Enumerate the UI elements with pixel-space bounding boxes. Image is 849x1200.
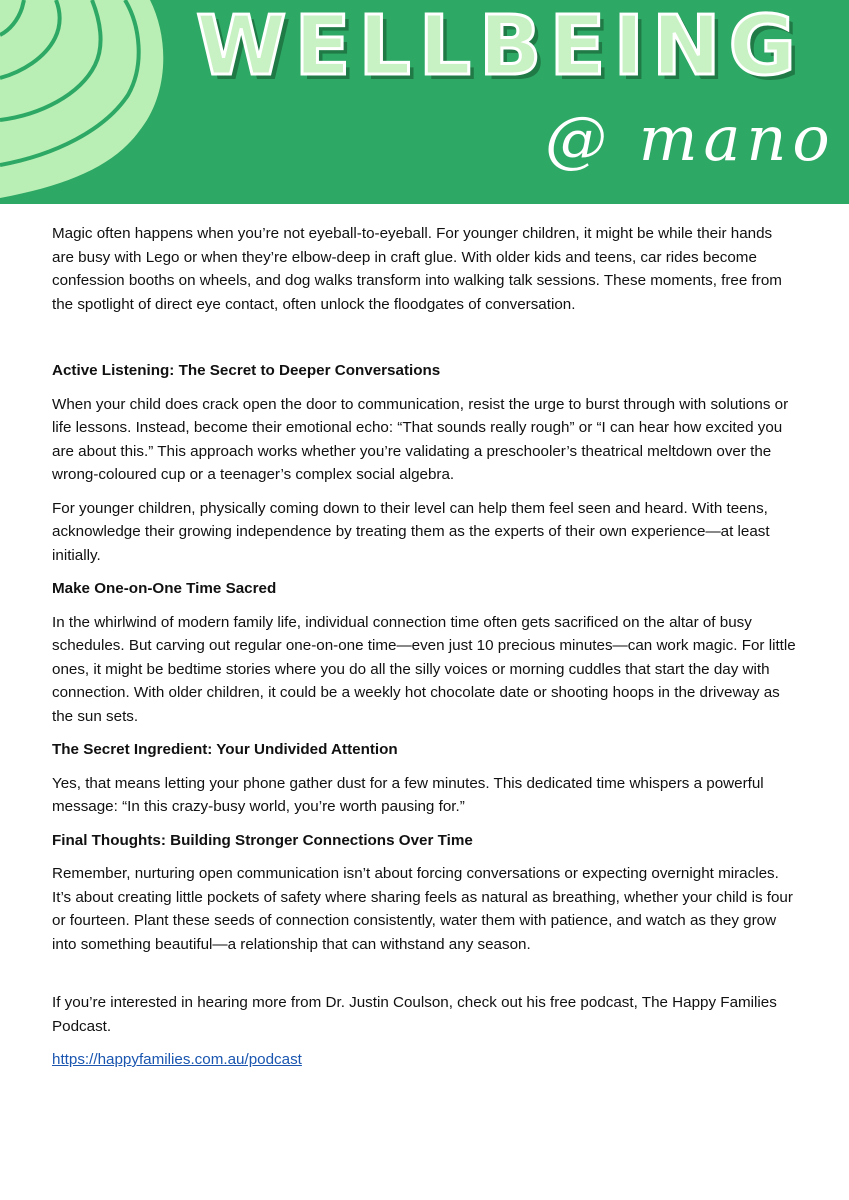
header-banner	[0, 0, 849, 204]
banner-title: WELLBEING	[196, 0, 804, 94]
paragraph: Yes, that means letting your phone gather dust for a few minutes. This dedicated time whispers a powerful message: “In this crazy-busy world, you’re worth pausing for.”	[52, 774, 764, 815]
paragraph: When your child does crack open the door to communication, resist the urge to burst through with solutions or life lessons. Instead, become their emotional echo: “That sounds really rough” or “I can hear how excited you are about this.” This approach works whether you’re validating a preschooler’s theatrical meltdown over the wrong-coloured cup or a teenager’s complex social algebra.	[52, 395, 789, 483]
banner-subtitle: @ mano	[545, 102, 836, 175]
section-heading-active-listening: Active Listening: The Secret to Deeper Conversations	[52, 362, 441, 379]
intro-paragraph: Magic often happens when you’re not eyeball-to-eyeball. For younger children, it might be while their hands are busy with Lego or when they’re elbow-deep in craft glue. With older kids and teens, car rides become confession booths on wheels, and dog walks transform into walking talk sessions. These moments, free from the spotlight of direct eye contact, often unlock the floodgates of conversation.	[52, 225, 782, 313]
section-heading-final-thoughts: Final Thoughts: Building Stronger Connections Over Time	[52, 831, 473, 849]
section-heading-undivided-attention: The Secret Ingredient: Your Undivided Attention	[52, 741, 398, 758]
paragraph: Remember, nurturing open communication isn’t about forcing conversations or expecting overnight miracles. It’s about creating little pockets of safety where sharing feels as natural as breathing, whether your child is four or fourteen. Plant these seeds of connection consistently, water them with patience, and watch as they grow into something beautiful—a relationship that can withstand any season.	[52, 865, 793, 953]
paragraph: For younger children, physically coming down to their level can help them feel seen and heard. With teens, acknowledge their growing independence by treating them as the experts of their own experience—at least initially.	[52, 499, 770, 564]
article-body	[52, 222, 797, 1082]
podcast-link-row	[52, 1048, 797, 1072]
podcast-note: If you’re interested in hearing more from Dr. Justin Coulson, check out his free podcast, The Happy Families Podcast.	[52, 994, 777, 1035]
podcast-link[interactable]: https://happyfamilies.com.au/podcast	[52, 1051, 302, 1068]
section-heading-one-on-one: Make One-on-One Time Sacred	[52, 580, 277, 597]
paragraph: In the whirlwind of modern family life, individual connection time often gets sacrificed on the altar of busy schedules. But carving out regular one-on-one time—even just 10 precious minutes—can work magic. For little ones, it might be bedtime stories where you do all the silly voices or morning cuddles that start the day with connection. With older children, it could be a weekly hot chocolate date or shooting hoops in the driveway as the sun sets.	[52, 613, 796, 725]
